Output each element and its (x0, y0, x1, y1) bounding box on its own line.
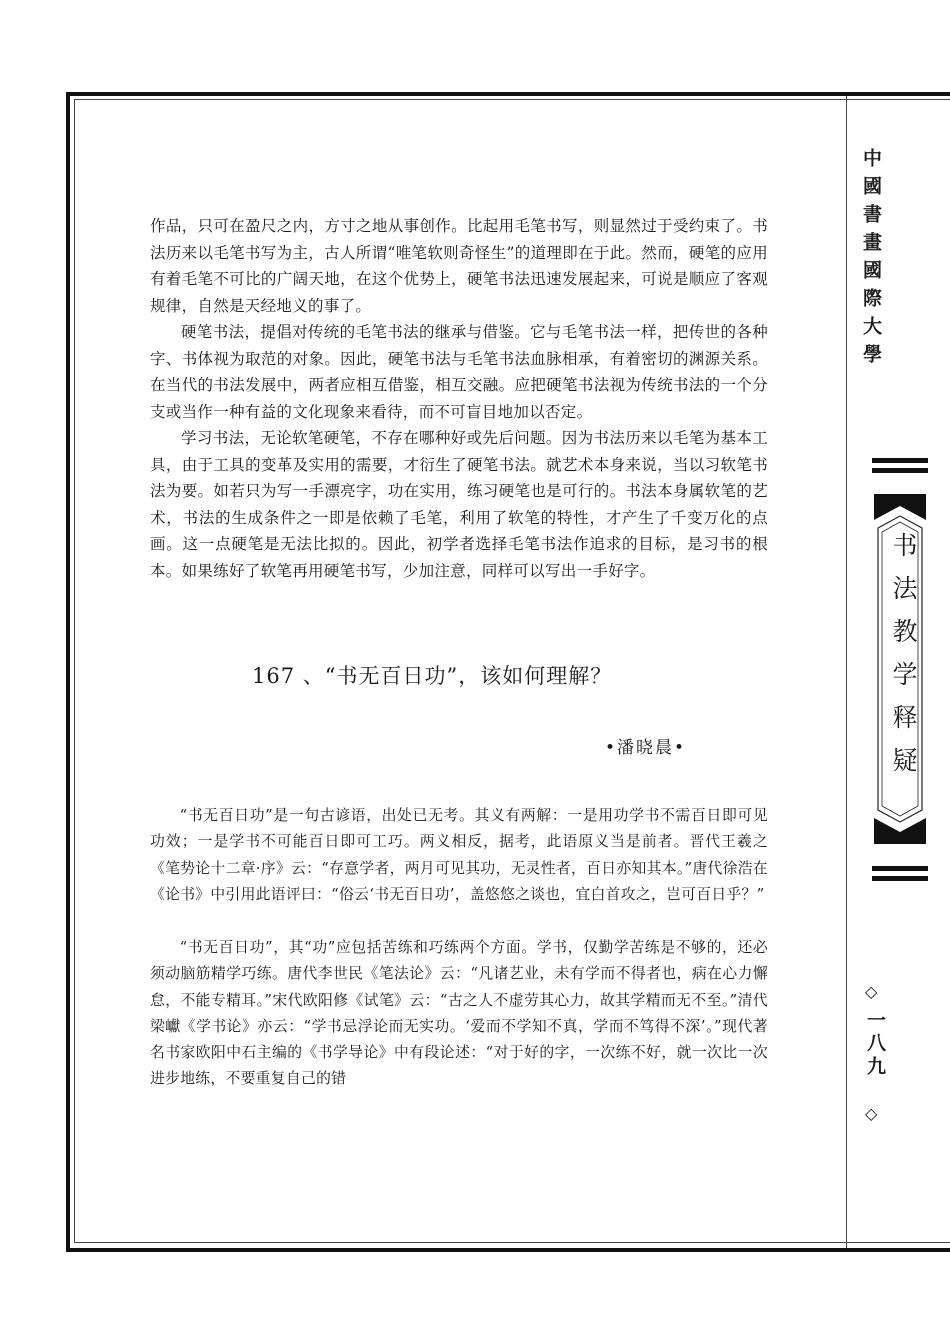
university-name: 中國書畫國際大學 (860, 148, 882, 372)
section-title: 167 、“书无百日功”，该如何理解？ (252, 664, 613, 688)
body-paragraph-2: 硬笔书法，提倡对传统的毛笔书法的继承与借鉴。它与毛笔书法一样，把传世的各种字、书体视为取范的对象。因此，硬笔书法与毛笔书法血脉相承，有着密切的渊源关系。在当代的书法发展中，两者应相互借鉴，相互交融。应把硬笔书法视为传统书法的一个分支或当作一种有益的文化现象来看待，而不可盲目地加以否定。 (150, 323, 768, 421)
sidebar-divider (846, 96, 847, 1248)
section-paragraph-2: “书无百日功”，其“功”应包括苦练和巧练两个方面。学书，仅勤学苦练是不够的，还必须动脑筋精学巧练。唐代李世民《笔法论》云：“凡诸艺业，未有学而不得者也，病在心力懈怠，不能专精耳。”宋代欧阳修《试笔》云：“古之人不虚劳其心力，故其学精而无不至。”清代梁巘《学书论》亦云：“学书忌浮论而无实功。‘爱而不学知不真，学而不笃得不深’。”现代著名书家欧阳中石主编的《书学导论》中有段论述：“对于好的字，一次练不好，就一次比一次进步地练，不要重复自己的错 (150, 939, 768, 1088)
section-paragraph-1: “书无百日功”是一句古谚语，出处已无考。其义有两解：一是用功学书不需百日即可见功效；一是学书不可能百日即可工巧。两义相反，据考，此语原义当是前者。晋代王羲之《笔势论十二章·序》云：“存意学者，两月可见其功，无灵性者，百日亦知其本。”唐代徐浩在《论书》中引用此语评曰：“俗云‘书无百日功’，盖悠悠之谈也，宜白首攻之，岂可百日乎？” (150, 807, 768, 903)
page-marker-top-icon: ◇ (865, 982, 878, 1001)
emblem-bar-bottom-2 (872, 866, 928, 871)
book-title: 书法教学释疑 (889, 532, 918, 790)
body-paragraph-3: 学习书法，无论软笔硬笔，不存在哪种好或先后问题。因为书法历来以毛笔为基本工具，由于工具的变革及实用的需要，才衍生了硬笔书法。就艺术本身来说，当以习软笔书法为要。如若只为写一手漂亮字，功在实用，练习硬笔也是可行的。书法本身属软笔的艺术，书法的生成条件之一即是依赖了毛笔，利用了软笔的特性，才产生了千变万化的点画。这一点硬笔是无法比拟的。因此，初学者选择毛笔书法作追求的目标，是习书的根本。如果练好了软笔再用硬笔书写，少加注意，同样可以写出一手好字。 (150, 429, 768, 580)
body-paragraph-1: 作品，只可在盈尺之内，方寸之地从事创作。比起用毛笔书写，则显然过于受约束了。书法历来以毛笔书写为主，古人所谓“唯笔软则奇怪生”的道理即在于此。然而，硬笔的应用有着毛笔不可比的广阔天地，在这个优势上，硬笔书法迅速发展起来，可说是顺应了客观规律，自然是天经地义的事了。 (150, 217, 768, 315)
page-frame-top-rule (66, 92, 950, 96)
emblem-bar-top-1 (872, 458, 928, 463)
section-author: •潘晓晨• (605, 738, 687, 758)
page-marker-bottom-icon: ◇ (865, 1104, 878, 1123)
page-frame-bottom-rule (66, 1248, 950, 1252)
emblem-bar-bottom-1 (872, 876, 928, 881)
page-frame-left-rule (66, 92, 70, 1252)
page-number: 一八九 (864, 1010, 886, 1079)
emblem-bar-top-2 (872, 468, 928, 473)
